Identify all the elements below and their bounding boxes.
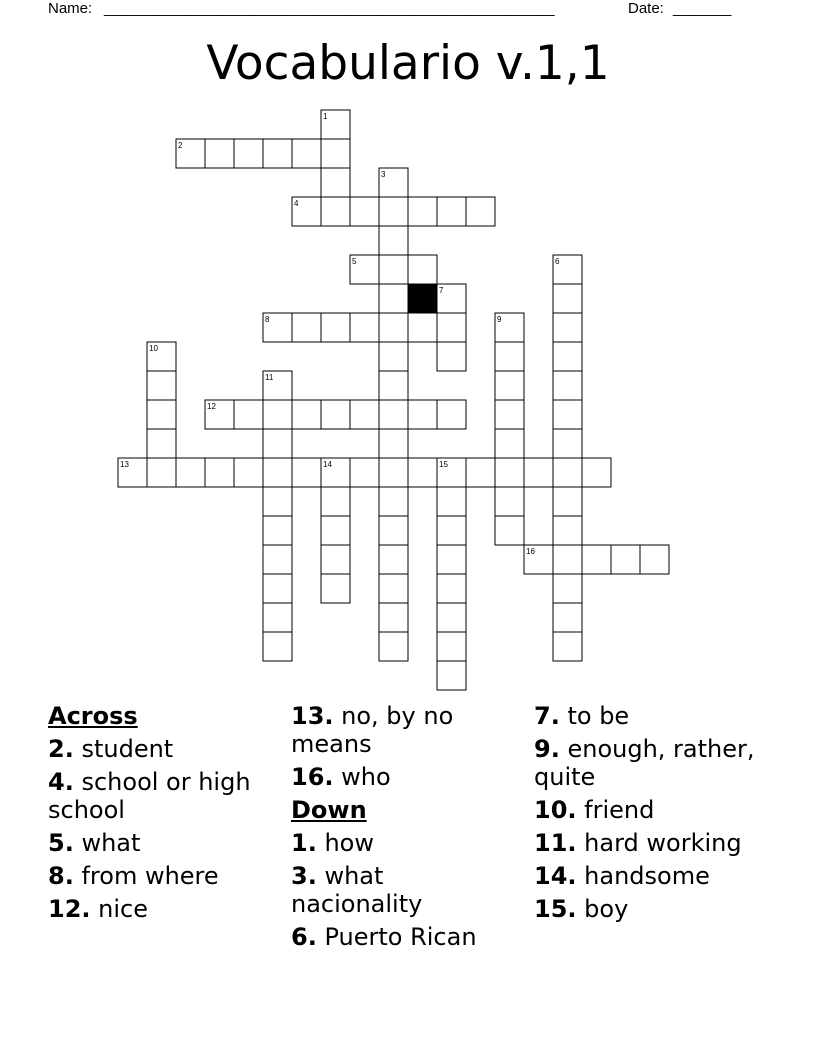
crossword-cell[interactable]	[553, 574, 582, 603]
clue-number-label: 8	[265, 315, 270, 324]
crossword-cell[interactable]	[553, 545, 582, 574]
clue-down-3	[291, 862, 521, 918]
clue-number-label: 2	[178, 141, 183, 150]
crossword-cell[interactable]	[350, 197, 379, 226]
crossword-cell[interactable]	[321, 197, 350, 226]
crossword-cell[interactable]	[321, 516, 350, 545]
crossword-cell[interactable]	[379, 516, 408, 545]
crossword-cell[interactable]	[408, 255, 437, 284]
page-title: Vocabulario v.1,1	[206, 36, 610, 91]
clue-down-1	[291, 829, 521, 857]
clue-number-label: 11	[265, 373, 274, 382]
crossword-cell[interactable]	[553, 429, 582, 458]
crossword-cell[interactable]	[553, 603, 582, 632]
crossword-cell[interactable]	[437, 197, 466, 226]
clue-number-label: 4	[294, 199, 299, 208]
crossword-cell[interactable]	[379, 429, 408, 458]
crossword-cell[interactable]	[466, 458, 495, 487]
clue-text: Puerto Rican	[324, 923, 477, 951]
clue-number-label: 1	[323, 112, 328, 121]
clue-number-label: 14	[323, 460, 332, 469]
clue-number: 12.	[48, 895, 91, 923]
crossword-cell[interactable]	[176, 458, 205, 487]
clue-across-16	[291, 763, 521, 791]
clue-text: what	[81, 829, 141, 857]
crossword-cell[interactable]	[234, 400, 263, 429]
crossword-cell[interactable]	[466, 197, 495, 226]
clue-text: school or high school	[48, 768, 251, 824]
clue-number: 4.	[48, 768, 74, 796]
crossword-cell[interactable]	[553, 371, 582, 400]
clue-number: 16.	[291, 763, 334, 791]
crossword-cell[interactable]	[379, 313, 408, 342]
crossword-cell[interactable]	[379, 197, 408, 226]
clue-text: how	[324, 829, 374, 857]
crossword-cell[interactable]	[553, 516, 582, 545]
clue-across-12	[48, 895, 278, 923]
crossword-cell[interactable]	[321, 313, 350, 342]
clue-number-label: 10	[149, 344, 158, 353]
crossword-cell[interactable]	[263, 632, 292, 661]
clue-number: 1.	[291, 829, 317, 857]
crossword-cell[interactable]	[495, 487, 524, 516]
crossword-cell[interactable]	[321, 545, 350, 574]
clue-column-1	[48, 702, 278, 928]
black-cell	[408, 284, 437, 313]
clue-across-2	[48, 735, 278, 763]
clue-text: boy	[584, 895, 629, 923]
crossword-cell[interactable]	[379, 255, 408, 284]
crossword-cell[interactable]	[292, 400, 321, 429]
crossword-cell[interactable]	[495, 400, 524, 429]
crossword-cell[interactable]	[321, 574, 350, 603]
crossword-cell[interactable]	[379, 284, 408, 313]
name-label: Name:	[48, 0, 93, 17]
crossword-cell[interactable]	[640, 545, 669, 574]
crossword-cell[interactable]	[205, 139, 234, 168]
crossword-cell[interactable]	[553, 487, 582, 516]
crossword-cell[interactable]	[611, 545, 640, 574]
crossword-cell[interactable]	[553, 458, 582, 487]
clue-down-11	[534, 829, 784, 857]
crossword-cell[interactable]	[379, 342, 408, 371]
clue-text: enough, rather, quite	[534, 735, 755, 791]
clue-across-5	[48, 829, 278, 857]
crossword-cell[interactable]	[553, 342, 582, 371]
clue-down-7	[534, 702, 784, 730]
clue-column-2	[291, 702, 521, 956]
crossword-cell[interactable]	[379, 632, 408, 661]
name-field[interactable]: ______________________________________________________	[104, 0, 555, 17]
clue-number: 2.	[48, 735, 74, 763]
clue-number: 6.	[291, 923, 317, 951]
clue-number-label: 3	[381, 170, 386, 179]
clue-number-label: 12	[207, 402, 216, 411]
crossword-cell[interactable]	[321, 168, 350, 197]
clue-number-label: 15	[439, 460, 448, 469]
crossword-cell[interactable]	[553, 400, 582, 429]
crossword-cell[interactable]	[321, 400, 350, 429]
crossword-cell[interactable]	[379, 458, 408, 487]
clue-number-label: 9	[497, 315, 502, 324]
clue-number: 5.	[48, 829, 74, 857]
crossword-cell[interactable]	[379, 226, 408, 255]
crossword-cell[interactable]	[495, 516, 524, 545]
clue-number-label: 7	[439, 286, 444, 295]
crossword-cell[interactable]	[147, 458, 176, 487]
crossword-cell[interactable]	[263, 458, 292, 487]
crossword-cell[interactable]	[379, 371, 408, 400]
crossword-cell[interactable]	[147, 371, 176, 400]
clue-number: 3.	[291, 862, 317, 890]
across-heading: Across	[48, 702, 138, 730]
clue-text: handsome	[584, 862, 710, 890]
crossword-cell[interactable]	[582, 545, 611, 574]
crossword-cell[interactable]	[495, 371, 524, 400]
crossword-cell[interactable]	[263, 400, 292, 429]
crossword-cell[interactable]	[379, 545, 408, 574]
crossword-cell[interactable]	[553, 632, 582, 661]
clue-down-9	[534, 735, 784, 791]
clue-number: 11.	[534, 829, 577, 857]
crossword-cell[interactable]	[408, 400, 437, 429]
crossword-cell[interactable]	[379, 603, 408, 632]
clue-text: nice	[98, 895, 148, 923]
clue-down-15	[534, 895, 784, 923]
crossword-cell[interactable]	[495, 458, 524, 487]
clue-across-4	[48, 768, 278, 824]
crossword-cell[interactable]	[147, 400, 176, 429]
crossword-cell[interactable]	[379, 487, 408, 516]
crossword-cell[interactable]	[437, 313, 466, 342]
clue-text: what nacionality	[291, 862, 423, 918]
crossword-cell[interactable]	[408, 458, 437, 487]
down-heading: Down	[291, 796, 367, 824]
clue-number: 13.	[291, 702, 334, 730]
crossword-cell[interactable]	[408, 197, 437, 226]
crossword-cell[interactable]	[495, 342, 524, 371]
clue-number: 7.	[534, 702, 560, 730]
crossword-cell[interactable]	[234, 458, 263, 487]
crossword-cell[interactable]	[350, 400, 379, 429]
crossword-cell[interactable]	[263, 574, 292, 603]
clue-down-10	[534, 796, 784, 824]
clue-column-3	[534, 702, 784, 928]
clue-number: 10.	[534, 796, 577, 824]
crossword-cell[interactable]	[263, 139, 292, 168]
clue-number-label: 16	[526, 547, 535, 556]
crossword-cell[interactable]	[263, 516, 292, 545]
clue-across-8	[48, 862, 278, 890]
crossword-cell[interactable]	[379, 574, 408, 603]
crossword-cell[interactable]	[263, 487, 292, 516]
crossword-cell[interactable]	[495, 429, 524, 458]
crossword-cell[interactable]	[263, 545, 292, 574]
crossword-cell[interactable]	[437, 400, 466, 429]
clue-number-label: 6	[555, 257, 560, 266]
crossword-cell[interactable]	[292, 139, 321, 168]
clue-text: student	[81, 735, 174, 763]
crossword-cell[interactable]	[234, 139, 263, 168]
crossword-cell[interactable]	[437, 487, 466, 516]
crossword-cell[interactable]	[437, 516, 466, 545]
clue-number: 14.	[534, 862, 577, 890]
crossword-cell[interactable]	[553, 284, 582, 313]
crossword-cell[interactable]	[205, 458, 234, 487]
clue-number: 8.	[48, 862, 74, 890]
crossword-cell[interactable]	[437, 661, 466, 690]
clue-text: to be	[567, 702, 630, 730]
date-field[interactable]: _______	[673, 0, 732, 17]
crossword-cell[interactable]	[524, 458, 553, 487]
crossword-cell[interactable]	[379, 400, 408, 429]
crossword-cell[interactable]	[263, 429, 292, 458]
clue-text: who	[341, 763, 391, 791]
crossword-cell[interactable]	[553, 313, 582, 342]
crossword-cell[interactable]	[437, 574, 466, 603]
clue-number-label: 13	[120, 460, 129, 469]
crossword-cell[interactable]	[437, 603, 466, 632]
crossword-cell[interactable]	[437, 342, 466, 371]
crossword-cell[interactable]	[350, 458, 379, 487]
crossword-cell[interactable]	[437, 545, 466, 574]
clue-down-14	[534, 862, 784, 890]
crossword-cell[interactable]	[292, 458, 321, 487]
clue-number: 9.	[534, 735, 560, 763]
clue-text: no, by no means	[291, 702, 454, 758]
clue-number: 15.	[534, 895, 577, 923]
crossword-cell[interactable]	[582, 458, 611, 487]
crossword-cell[interactable]	[321, 487, 350, 516]
crossword-cell[interactable]	[147, 429, 176, 458]
clue-text: from where	[81, 862, 219, 890]
crossword-cell[interactable]	[350, 313, 379, 342]
date-label: Date:	[628, 0, 664, 17]
crossword-cell[interactable]	[408, 313, 437, 342]
crossword-cell[interactable]	[321, 139, 350, 168]
clue-number-label: 5	[352, 257, 357, 266]
crossword-cell[interactable]	[437, 632, 466, 661]
clue-down-6	[291, 923, 521, 951]
clue-text: hard working	[584, 829, 742, 857]
clue-across-13	[291, 702, 521, 758]
clue-text: friend	[584, 796, 655, 824]
crossword-cell[interactable]	[292, 313, 321, 342]
crossword-cell[interactable]	[263, 603, 292, 632]
